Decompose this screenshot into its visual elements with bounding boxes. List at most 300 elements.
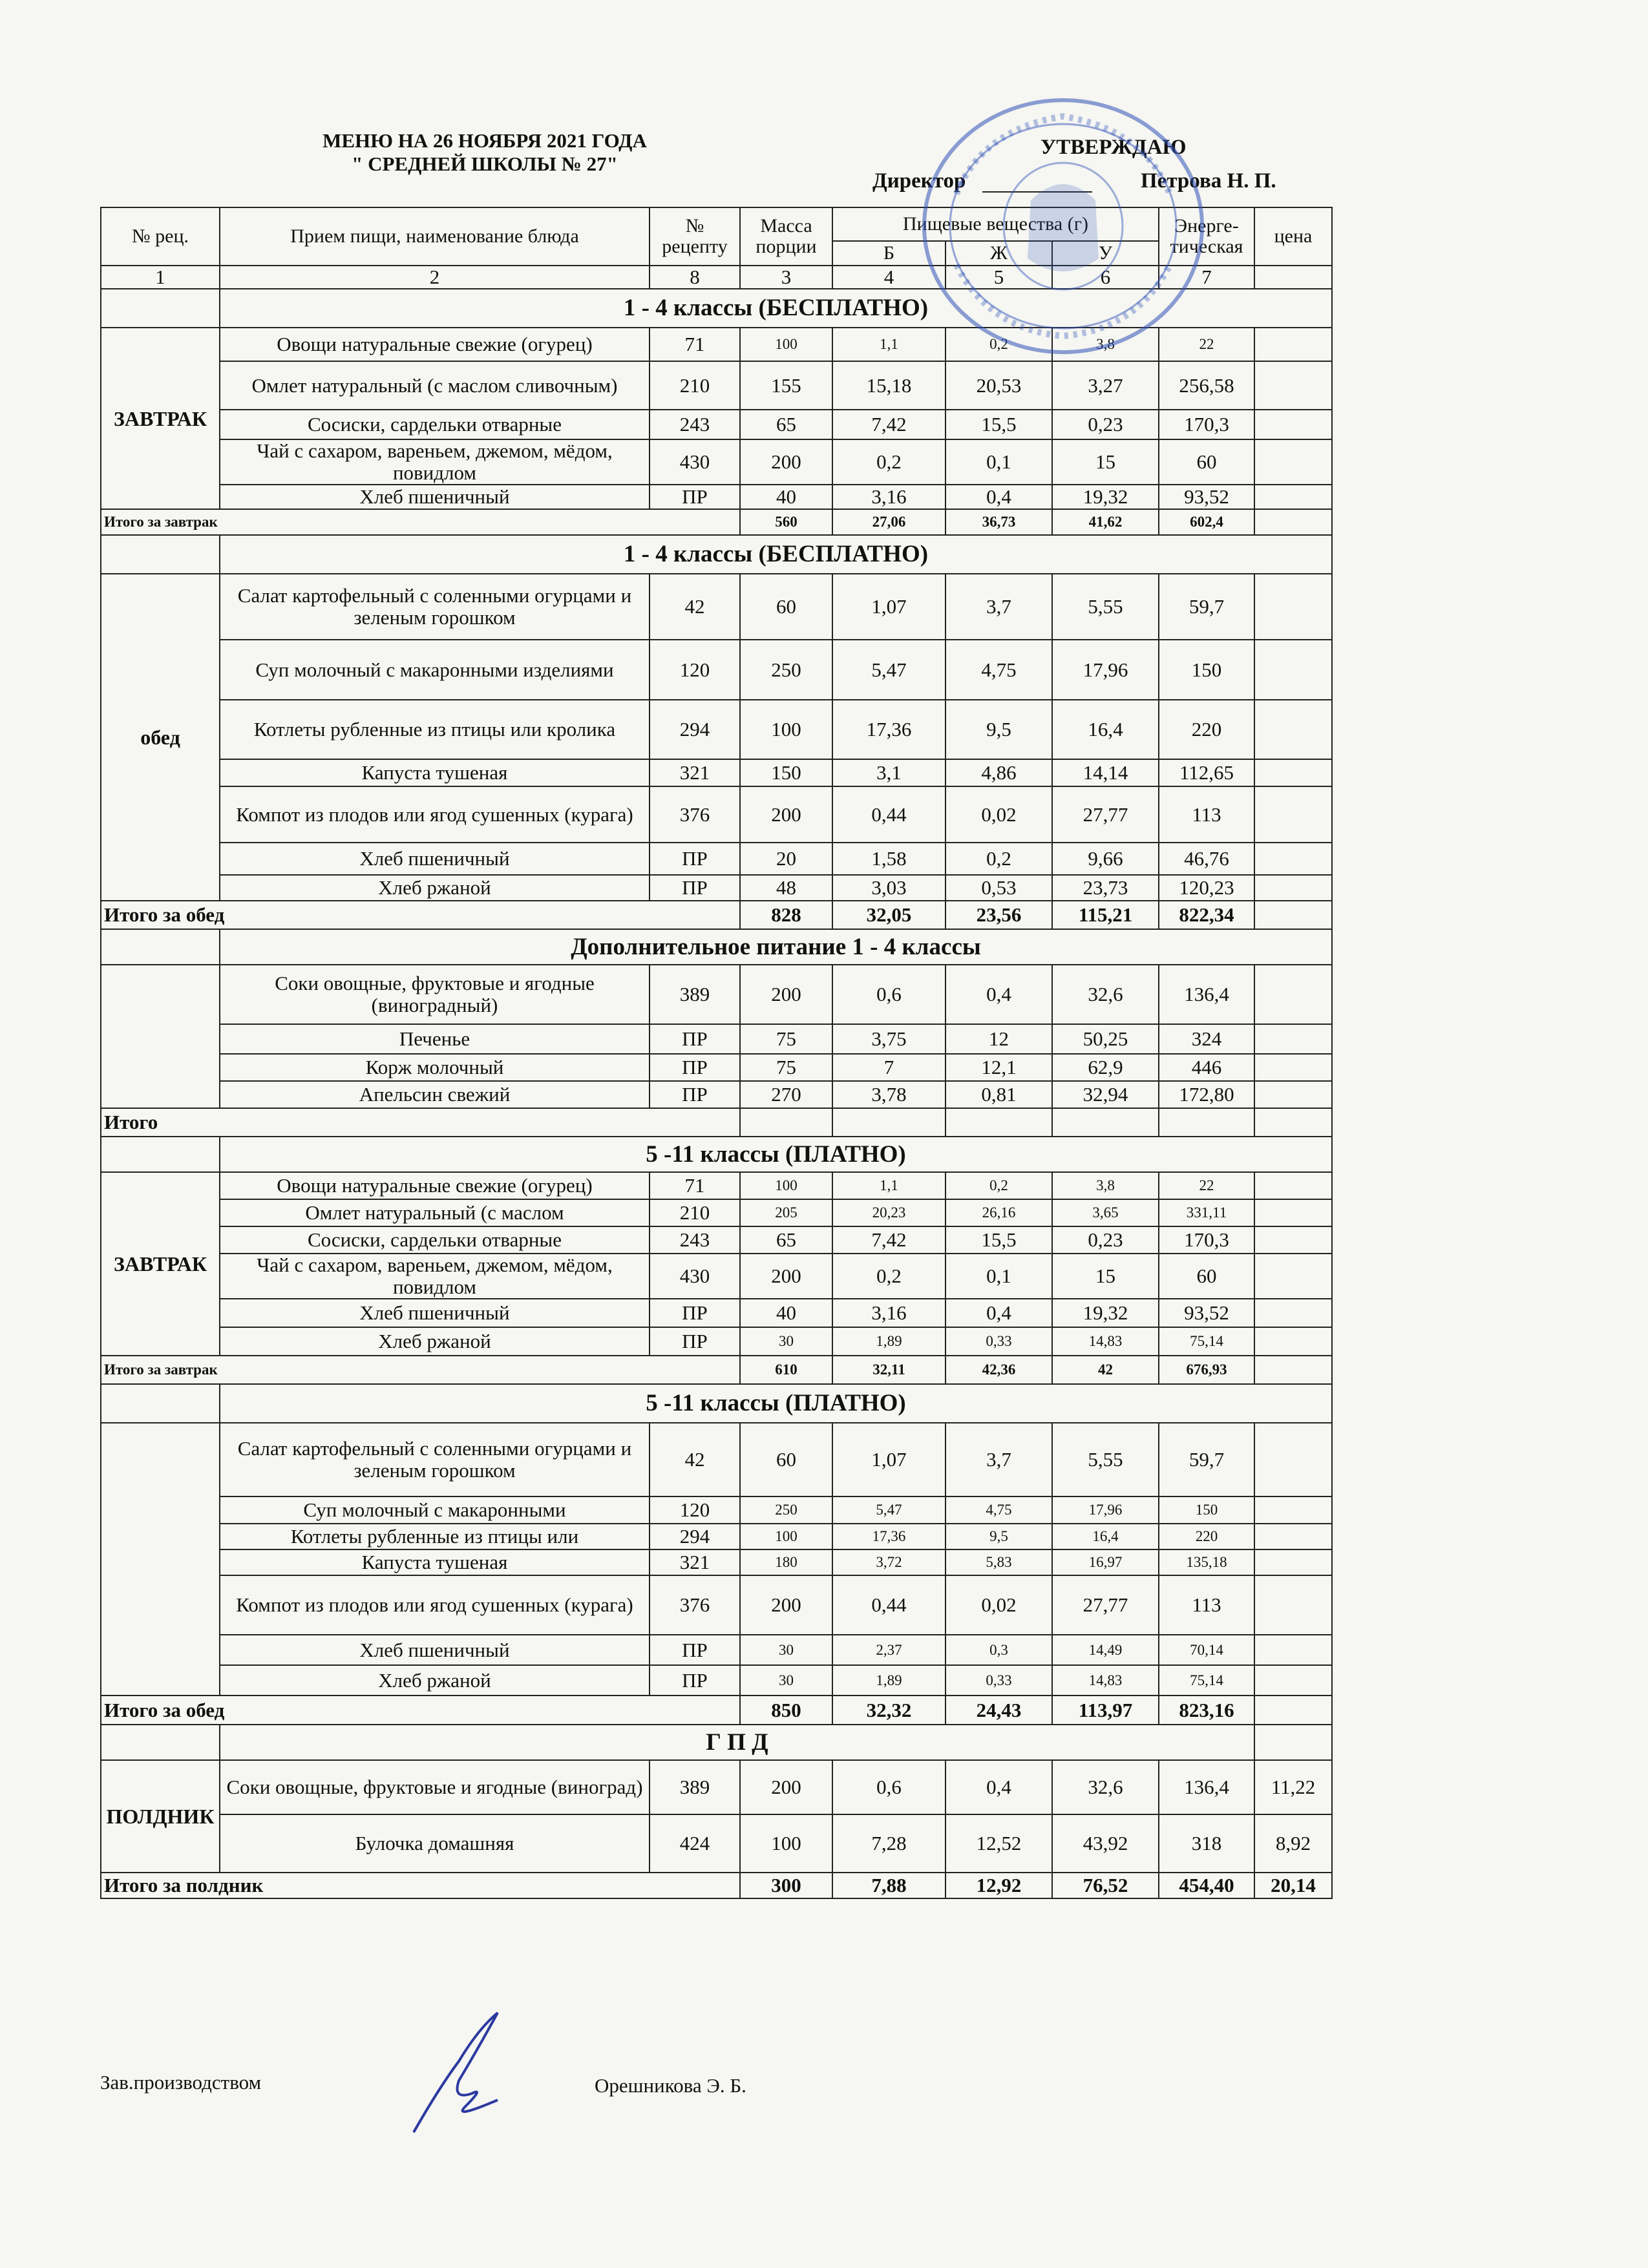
total-mass (740, 1108, 832, 1137)
price-value (1254, 1081, 1332, 1108)
section-title: 5 -11 классы (ПЛАТНО) (220, 1137, 1332, 1172)
col-price: цена (1254, 207, 1332, 266)
dish-name: Булочка домашняя (220, 1814, 650, 1873)
section-title-row (101, 535, 1332, 574)
value-u: 14,83 (1052, 1327, 1159, 1356)
total-row (101, 1873, 1332, 1898)
value-u: 16,97 (1052, 1549, 1159, 1575)
value-mass: 200 (740, 786, 832, 843)
dish-name: Сосиски, сардельки отварные (220, 1226, 650, 1254)
value-u: 0,23 (1052, 1226, 1159, 1254)
col-num: 7 (1159, 266, 1254, 289)
value-u: 50,25 (1052, 1024, 1159, 1054)
price-value (1254, 875, 1332, 901)
value-zh: 0,2 (945, 1172, 1052, 1199)
footer-position: Зав.производством (100, 2071, 262, 2094)
value-mass: 200 (740, 1760, 832, 1814)
section-left-cell (101, 1384, 220, 1423)
value-u: 14,49 (1052, 1635, 1159, 1665)
value-en: 93,52 (1159, 485, 1254, 509)
recipe-number: ПР (650, 1665, 740, 1696)
value-mass: 200 (740, 965, 832, 1024)
value-b: 0,2 (832, 1254, 945, 1299)
dish-name: Хлеб ржаной (220, 875, 650, 901)
value-mass: 270 (740, 1081, 832, 1108)
price-value (1254, 843, 1332, 875)
menu-item-row (101, 700, 1332, 759)
menu-table (100, 207, 1333, 1899)
value-zh: 0,4 (945, 965, 1052, 1024)
menu-item-row (101, 640, 1332, 700)
value-mass: 75 (740, 1024, 832, 1054)
value-mass: 20 (740, 843, 832, 875)
value-zh: 12 (945, 1024, 1052, 1054)
value-u: 0,23 (1052, 410, 1159, 439)
value-mass: 155 (740, 361, 832, 410)
section-title: Г П Д (220, 1725, 1254, 1760)
value-mass: 60 (740, 1423, 832, 1496)
value-en: 70,14 (1159, 1635, 1254, 1665)
total-en (1159, 1108, 1254, 1137)
total-mass: 610 (740, 1356, 832, 1384)
menu-table-body (101, 207, 1332, 1898)
total-price (1254, 509, 1332, 535)
value-zh: 0,4 (945, 1760, 1052, 1814)
col-dish: Прием пищи, наименование блюда (220, 207, 650, 266)
value-u: 17,96 (1052, 1496, 1159, 1524)
recipe-number: ПР (650, 1299, 740, 1327)
value-en: 324 (1159, 1024, 1254, 1054)
value-zh: 0,2 (945, 328, 1052, 361)
section-title-row (101, 289, 1332, 328)
price-value (1254, 1024, 1332, 1054)
value-b: 7,42 (832, 410, 945, 439)
recipe-number: ПР (650, 843, 740, 875)
value-en: 113 (1159, 786, 1254, 843)
dish-name: Соки овощные, фруктовые и ягодные (виноградный) (220, 965, 650, 1024)
recipe-number: 71 (650, 1172, 740, 1199)
total-mass: 300 (740, 1873, 832, 1898)
value-zh: 4,75 (945, 640, 1052, 700)
value-mass: 60 (740, 574, 832, 640)
recipe-number: 42 (650, 574, 740, 640)
total-b: 7,88 (832, 1873, 945, 1898)
dish-name: Суп молочный с макаронными изделиями (220, 640, 650, 700)
value-mass: 205 (740, 1199, 832, 1226)
menu-item-row (101, 1081, 1332, 1108)
section-price-cell (1254, 1725, 1332, 1760)
col-num: 3 (740, 266, 832, 289)
col-u: У (1052, 241, 1159, 266)
value-en: 170,3 (1159, 410, 1254, 439)
total-row (101, 1356, 1332, 1384)
section-title-row (101, 1725, 1332, 1760)
total-row (101, 509, 1332, 535)
col-b: Б (832, 241, 945, 266)
column-number-row (101, 266, 1332, 289)
value-u: 32,6 (1052, 1760, 1159, 1814)
value-b: 1,89 (832, 1665, 945, 1696)
menu-item-row (101, 759, 1332, 786)
menu-item-row (101, 1665, 1332, 1696)
value-b: 1,89 (832, 1327, 945, 1356)
value-mass: 200 (740, 1575, 832, 1635)
section-title-row (101, 1137, 1332, 1172)
value-en: 120,23 (1159, 875, 1254, 901)
dish-name: Овощи натуральные свежие (огурец) (220, 1172, 650, 1199)
value-mass: 30 (740, 1665, 832, 1696)
menu-item-row (101, 875, 1332, 901)
value-u: 15 (1052, 439, 1159, 485)
value-u: 23,73 (1052, 875, 1159, 901)
value-mass: 100 (740, 328, 832, 361)
value-b: 0,6 (832, 965, 945, 1024)
director-label: Директор (872, 169, 966, 193)
value-b: 1,07 (832, 574, 945, 640)
col-energy: Энерге-тическая (1159, 207, 1254, 266)
value-mass: 48 (740, 875, 832, 901)
total-b: 32,32 (832, 1696, 945, 1725)
col-num (1254, 266, 1332, 289)
menu-item-row (101, 786, 1332, 843)
recipe-number: 210 (650, 361, 740, 410)
price-value (1254, 1299, 1332, 1327)
menu-item-row (101, 1299, 1332, 1327)
recipe-number: 430 (650, 439, 740, 485)
value-b: 3,16 (832, 485, 945, 509)
value-en: 59,7 (1159, 574, 1254, 640)
section-title-row (101, 929, 1332, 965)
recipe-number: 71 (650, 328, 740, 361)
dish-name: Апельсин свежий (220, 1081, 650, 1108)
value-u: 27,77 (1052, 786, 1159, 843)
col-num: 4 (832, 266, 945, 289)
value-zh: 9,5 (945, 1524, 1052, 1549)
dish-name: Соки овощные, фруктовые и ягодные (виноград) (220, 1760, 650, 1814)
menu-item-row (101, 1575, 1332, 1635)
total-mass: 850 (740, 1696, 832, 1725)
menu-item-row (101, 410, 1332, 439)
value-mass: 150 (740, 759, 832, 786)
price-value (1254, 786, 1332, 843)
recipe-number: 389 (650, 1760, 740, 1814)
price-value (1254, 1549, 1332, 1575)
dish-name: Хлеб ржаной (220, 1327, 650, 1356)
value-zh: 0,4 (945, 1299, 1052, 1327)
value-mass: 250 (740, 640, 832, 700)
dish-name: Котлеты рубленные из птицы или (220, 1524, 650, 1549)
value-zh: 12,52 (945, 1814, 1052, 1873)
price-value (1254, 1199, 1332, 1226)
dish-name: Капуста тушеная (220, 1549, 650, 1575)
dish-name: Салат картофельный с соленными огурцами и зеленым горошком (220, 1423, 650, 1496)
value-en: 172,80 (1159, 1081, 1254, 1108)
price-value (1254, 1524, 1332, 1549)
value-zh: 26,16 (945, 1199, 1052, 1226)
section-title-row (101, 1384, 1332, 1423)
menu-item-row (101, 439, 1332, 485)
total-u: 41,62 (1052, 509, 1159, 535)
meal-label: обед (101, 574, 220, 901)
manager-signature (401, 2010, 517, 2139)
col-num: 6 (1052, 266, 1159, 289)
dish-name: Омлет натуральный (с маслом сливочным) (220, 361, 650, 410)
value-b: 3,78 (832, 1081, 945, 1108)
section-title: 1 - 4 классы (БЕСПЛАТНО) (220, 535, 1332, 574)
value-b: 0,6 (832, 1760, 945, 1814)
total-u: 113,97 (1052, 1696, 1159, 1725)
total-zh: 23,56 (945, 901, 1052, 929)
dish-name: Корж молочный (220, 1054, 650, 1081)
value-u: 19,32 (1052, 1299, 1159, 1327)
dish-name: Компот из плодов или ягод сушенных (курага) (220, 1575, 650, 1635)
dish-name: Хлеб пшеничный (220, 1299, 650, 1327)
menu-item-row (101, 485, 1332, 509)
price-value (1254, 1575, 1332, 1635)
recipe-number: 294 (650, 1524, 740, 1549)
value-zh: 12,1 (945, 1054, 1052, 1081)
value-en: 22 (1159, 328, 1254, 361)
total-zh (945, 1108, 1052, 1137)
value-en: 75,14 (1159, 1327, 1254, 1356)
total-u: 76,52 (1052, 1873, 1159, 1898)
section-left-cell (101, 1137, 220, 1172)
total-en: 602,4 (1159, 509, 1254, 535)
total-zh: 24,43 (945, 1696, 1052, 1725)
value-b: 5,47 (832, 1496, 945, 1524)
value-b: 15,18 (832, 361, 945, 410)
value-en: 60 (1159, 439, 1254, 485)
recipe-number: 294 (650, 700, 740, 759)
value-en: 112,65 (1159, 759, 1254, 786)
value-u: 14,14 (1052, 759, 1159, 786)
value-mass: 100 (740, 1814, 832, 1873)
value-mass: 30 (740, 1635, 832, 1665)
col-zh: Ж (945, 241, 1052, 266)
value-en: 75,14 (1159, 1665, 1254, 1696)
total-price (1254, 1696, 1332, 1725)
value-en: 136,4 (1159, 1760, 1254, 1814)
recipe-number: ПР (650, 1054, 740, 1081)
value-mass: 40 (740, 485, 832, 509)
price-value (1254, 361, 1332, 410)
col-num: 8 (650, 266, 740, 289)
value-zh: 15,5 (945, 410, 1052, 439)
value-mass: 100 (740, 1524, 832, 1549)
value-b: 3,16 (832, 1299, 945, 1327)
value-b: 0,44 (832, 786, 945, 843)
section-left-cell (101, 289, 220, 328)
section-title: 1 - 4 классы (БЕСПЛАТНО) (220, 289, 1332, 328)
menu-item-row (101, 1024, 1332, 1054)
value-u: 5,55 (1052, 574, 1159, 640)
value-zh: 5,83 (945, 1549, 1052, 1575)
value-en: 318 (1159, 1814, 1254, 1873)
value-zh: 0,33 (945, 1665, 1052, 1696)
recipe-number: 376 (650, 786, 740, 843)
dish-name: Овощи натуральные свежие (огурец) (220, 328, 650, 361)
dish-name: Хлеб пшеничный (220, 1635, 650, 1665)
dish-name: Чай с сахаром, вареньем, джемом, мёдом, повидлом (220, 439, 650, 485)
col-recipe-no: № рецепту (650, 207, 740, 266)
value-mass: 200 (740, 439, 832, 485)
menu-item-row (101, 843, 1332, 875)
recipe-number: 424 (650, 1814, 740, 1873)
school-name: " СРЕДНЕЙ ШКОЛЫ № 27" (352, 152, 618, 175)
recipe-number: 210 (650, 1199, 740, 1226)
menu-item-row (101, 1524, 1332, 1549)
value-en: 46,76 (1159, 843, 1254, 875)
price-value (1254, 1423, 1332, 1496)
total-en: 676,93 (1159, 1356, 1254, 1384)
recipe-number: 243 (650, 1226, 740, 1254)
value-b: 0,2 (832, 439, 945, 485)
value-en: 170,3 (1159, 1226, 1254, 1254)
total-zh: 12,92 (945, 1873, 1052, 1898)
dish-name: Омлет натуральный (с маслом (220, 1199, 650, 1226)
menu-item-row (101, 1327, 1332, 1356)
value-u: 3,65 (1052, 1199, 1159, 1226)
menu-item-row (101, 361, 1332, 410)
recipe-number: ПР (650, 1635, 740, 1665)
value-u: 19,32 (1052, 485, 1159, 509)
recipe-number: 42 (650, 1423, 740, 1496)
value-b: 3,75 (832, 1024, 945, 1054)
value-mass: 75 (740, 1054, 832, 1081)
value-mass: 100 (740, 700, 832, 759)
total-label: Итого (101, 1108, 740, 1137)
menu-item-row (101, 1760, 1332, 1814)
recipe-number: ПР (650, 875, 740, 901)
value-mass: 100 (740, 1172, 832, 1199)
value-b: 1,1 (832, 328, 945, 361)
value-zh: 0,02 (945, 1575, 1052, 1635)
recipe-number: ПР (650, 1024, 740, 1054)
recipe-number: 389 (650, 965, 740, 1024)
total-zh: 36,73 (945, 509, 1052, 535)
section-title: Дополнительное питание 1 - 4 классы (220, 929, 1332, 965)
menu-item-row (101, 965, 1332, 1024)
value-u: 14,83 (1052, 1665, 1159, 1696)
col-nutrients: Пищевые вещества (г) (832, 207, 1159, 241)
total-row (101, 1696, 1332, 1725)
meal-label: ЗАВТРАК (101, 328, 220, 509)
section-title: 5 -11 классы (ПЛАТНО) (220, 1384, 1332, 1423)
value-zh: 0,02 (945, 786, 1052, 843)
section-left-cell (101, 1725, 220, 1760)
value-b: 7,42 (832, 1226, 945, 1254)
total-label: Итого за полдник (101, 1873, 740, 1898)
value-b: 5,47 (832, 640, 945, 700)
value-b: 7 (832, 1054, 945, 1081)
value-b: 0,44 (832, 1575, 945, 1635)
price-value (1254, 1635, 1332, 1665)
price-value (1254, 759, 1332, 786)
value-zh: 3,7 (945, 1423, 1052, 1496)
value-en: 220 (1159, 1524, 1254, 1549)
section-left-cell (101, 929, 220, 965)
director-name: Петрова Н. П. (1141, 169, 1276, 193)
price-value (1254, 1496, 1332, 1524)
price-value (1254, 1226, 1332, 1254)
value-en: 136,4 (1159, 965, 1254, 1024)
col-num: 1 (101, 266, 220, 289)
col-num: 2 (220, 266, 650, 289)
recipe-number: 243 (650, 410, 740, 439)
recipe-number: 120 (650, 1496, 740, 1524)
total-price (1254, 1356, 1332, 1384)
value-b: 17,36 (832, 700, 945, 759)
recipe-number: 321 (650, 1549, 740, 1575)
total-label: Итого за обед (101, 1696, 740, 1725)
price-value: 11,22 (1254, 1760, 1332, 1814)
meal-label (101, 1423, 220, 1696)
value-zh: 0,53 (945, 875, 1052, 901)
value-en: 93,52 (1159, 1299, 1254, 1327)
total-label: Итого за завтрак (101, 1356, 740, 1384)
total-u (1052, 1108, 1159, 1137)
total-en: 454,40 (1159, 1873, 1254, 1898)
total-b: 32,05 (832, 901, 945, 929)
recipe-number: ПР (650, 485, 740, 509)
header-row-1 (101, 207, 1332, 241)
meal-label: ЗАВТРАК (101, 1172, 220, 1356)
value-zh: 15,5 (945, 1226, 1052, 1254)
value-mass: 250 (740, 1496, 832, 1524)
menu-item-row (101, 1549, 1332, 1575)
value-u: 43,92 (1052, 1814, 1159, 1873)
menu-title-block (310, 129, 659, 176)
total-label: Итого за завтрак (101, 509, 740, 535)
value-en: 135,18 (1159, 1549, 1254, 1575)
section-left-cell (101, 535, 220, 574)
price-value (1254, 328, 1332, 361)
value-mass: 40 (740, 1299, 832, 1327)
menu-item-row (101, 328, 1332, 361)
dish-name: Сосиски, сардельки отварные (220, 410, 650, 439)
value-zh: 0,3 (945, 1635, 1052, 1665)
total-price (1254, 901, 1332, 929)
price-value (1254, 574, 1332, 640)
value-zh: 3,7 (945, 574, 1052, 640)
dish-name: Компот из плодов или ягод сушенных (курага) (220, 786, 650, 843)
price-value (1254, 640, 1332, 700)
value-b: 3,72 (832, 1549, 945, 1575)
value-u: 3,8 (1052, 1172, 1159, 1199)
value-b: 17,36 (832, 1524, 945, 1549)
value-zh: 0,2 (945, 843, 1052, 875)
dish-name: Салат картофельный с соленными огурцами и зеленым горошком (220, 574, 650, 640)
value-b: 1,1 (832, 1172, 945, 1199)
total-b: 32,11 (832, 1356, 945, 1384)
total-b: 27,06 (832, 509, 945, 535)
value-u: 15 (1052, 1254, 1159, 1299)
menu-item-row (101, 1496, 1332, 1524)
menu-item-row (101, 1199, 1332, 1226)
value-zh: 0,4 (945, 485, 1052, 509)
value-en: 150 (1159, 640, 1254, 700)
menu-item-row (101, 1226, 1332, 1254)
value-en: 220 (1159, 700, 1254, 759)
price-value (1254, 1665, 1332, 1696)
total-b (832, 1108, 945, 1137)
value-u: 17,96 (1052, 640, 1159, 700)
value-mass: 200 (740, 1254, 832, 1299)
price-value (1254, 1327, 1332, 1356)
dish-name: Чай с сахаром, вареньем, джемом, мёдом, повидлом (220, 1254, 650, 1299)
value-zh: 4,75 (945, 1496, 1052, 1524)
value-en: 150 (1159, 1496, 1254, 1524)
